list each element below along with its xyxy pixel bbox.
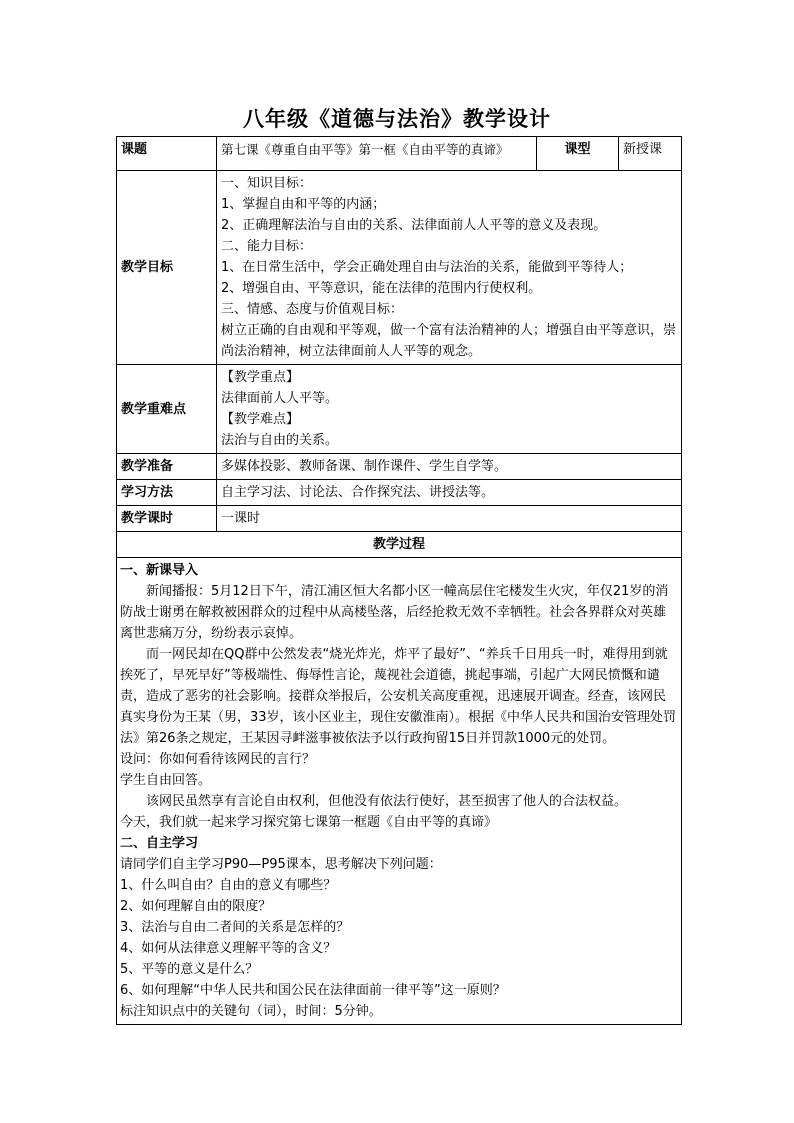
keypoints-label: 教学重难点	[117, 365, 217, 454]
answer-line: 学生自由回答。	[120, 773, 212, 788]
keypoints-line: 法治与自由的关系。	[221, 433, 339, 448]
today-paragraph: 今天，我们就一起来学习探究第七课第一框题《自由平等的真谛》	[120, 815, 498, 830]
news-paragraph: 新闻播报：5月12日下午，清江浦区恒大名都小区一幢高层住宅楼发生火灾，年仅21岁的消防战士谢勇在解救被困群众的过程中从高楼坠落，后经抢救无效不幸牺牲。社会各界群众对英雄离世悲痛万分，纷纷表示哀悼。	[120, 584, 669, 641]
type-label: 课型	[537, 137, 619, 171]
method-value: 自主学习法、讨论法、合作探究法、讲授法等。	[217, 480, 682, 506]
keypoints-line: 法律面前人人平等。	[221, 391, 339, 406]
process-heading: 教学过程	[117, 532, 682, 558]
goals-line: 1、掌握自由和平等的内涵；	[221, 197, 386, 212]
method-row	[117, 480, 682, 506]
process-row	[117, 558, 682, 1025]
keypoints-row	[117, 365, 682, 454]
hours-row	[117, 506, 682, 532]
lesson-plan-table	[116, 136, 682, 1025]
process-heading-row	[117, 532, 682, 558]
goals-label: 教学目标	[117, 171, 217, 365]
prep-value: 多媒体投影、教师备课、制作课件、学生自学等。	[217, 454, 682, 480]
goals-content	[217, 171, 682, 365]
question-line: 设问：你如何看待该网民的言行？	[120, 752, 316, 767]
section-title-intro: 一、新课导入	[120, 563, 199, 578]
goals-line: 2、正确理解法治与自由的关系、法律面前人人平等的意义及表现。	[221, 218, 607, 233]
question-item: 1、什么叫自由？自由的意义有哪些？	[120, 878, 337, 893]
keypoints-content	[217, 365, 682, 454]
self-study-note: 标注知识点中的关键句（词），时间：5分钟。	[120, 1004, 382, 1019]
question-item: 4、如何从法律意义理解平等的含义？	[120, 941, 337, 956]
keypoints-line: 【教学重点】	[221, 370, 300, 385]
prep-label: 教学准备	[117, 454, 217, 480]
process-content	[117, 558, 682, 1025]
topic-value: 第七课《尊重自由平等》第一框《自由平等的真谛》	[217, 137, 537, 171]
goals-line: 一、知识目标：	[221, 176, 313, 191]
prep-row	[117, 454, 682, 480]
goals-row	[117, 171, 682, 365]
goals-line: 树立正确的自由观和平等观，做一个富有法治精神的人；增强自由平等意识，崇尚法治精神，树立法律面前人人平等的观念。	[221, 323, 677, 359]
topic-row	[117, 137, 682, 171]
comment-paragraph: 该网民虽然享有言论自由权利，但他没有依法行使好，甚至损害了他人的合法权益。	[146, 794, 628, 809]
goals-line: 二、能力目标：	[221, 239, 313, 254]
hours-value: 一课时	[217, 506, 682, 532]
question-item: 3、法治与自由二者间的关系是怎样的？	[120, 920, 350, 935]
goals-line: 2、增强自由、平等意识，能在法律的范围内行使权利。	[221, 281, 542, 296]
type-value: 新授课	[619, 137, 682, 171]
goals-line: 1、在日常生活中，学会正确处理自由与法治的关系，能做到平等待人；	[221, 260, 633, 275]
question-item: 2、如何理解自由的限度？	[120, 899, 272, 914]
question-item: 5、平等的意义是什么？	[120, 962, 259, 977]
hours-label: 教学课时	[117, 506, 217, 532]
document-title: 八年级《道德与法治》教学设计	[243, 107, 551, 131]
goals-line: 三、情感、态度与价值观目标：	[221, 302, 404, 317]
method-label: 学习方法	[117, 480, 217, 506]
question-item: 6、如何理解“中华人民共和国公民在法律面前一律平等”这一原则？	[120, 983, 506, 998]
netizen-paragraph: 而一网民却在QQ群中公然发表“烧光炸光，炸平了最好”、“养兵千日用兵一时，难得用到就挨死了，早死早好”等极端性、侮辱性言论，蔑视社会道德，挑起事端，引起广大网民愤慨和谴责，造成了恶劣的社会影响。接群众举报后，公安机关高度重视，迅速展开调查。经查，该网民真实身份为王某（男，33岁，该小区业主，现住安徽淮南）。根据《中华人民共和国治安管理处罚法》第26条之规定，王某因寻衅滋事被依法予以行政拘留15日并罚款1000元的处罚。	[120, 647, 677, 746]
keypoints-line: 【教学难点】	[221, 412, 300, 427]
topic-label: 课题	[117, 137, 217, 171]
self-study-intro: 请同学们自主学习P90—P95课本，思考解决下列问题：	[120, 857, 442, 872]
section-title-self-study: 二、自主学习	[120, 836, 199, 851]
